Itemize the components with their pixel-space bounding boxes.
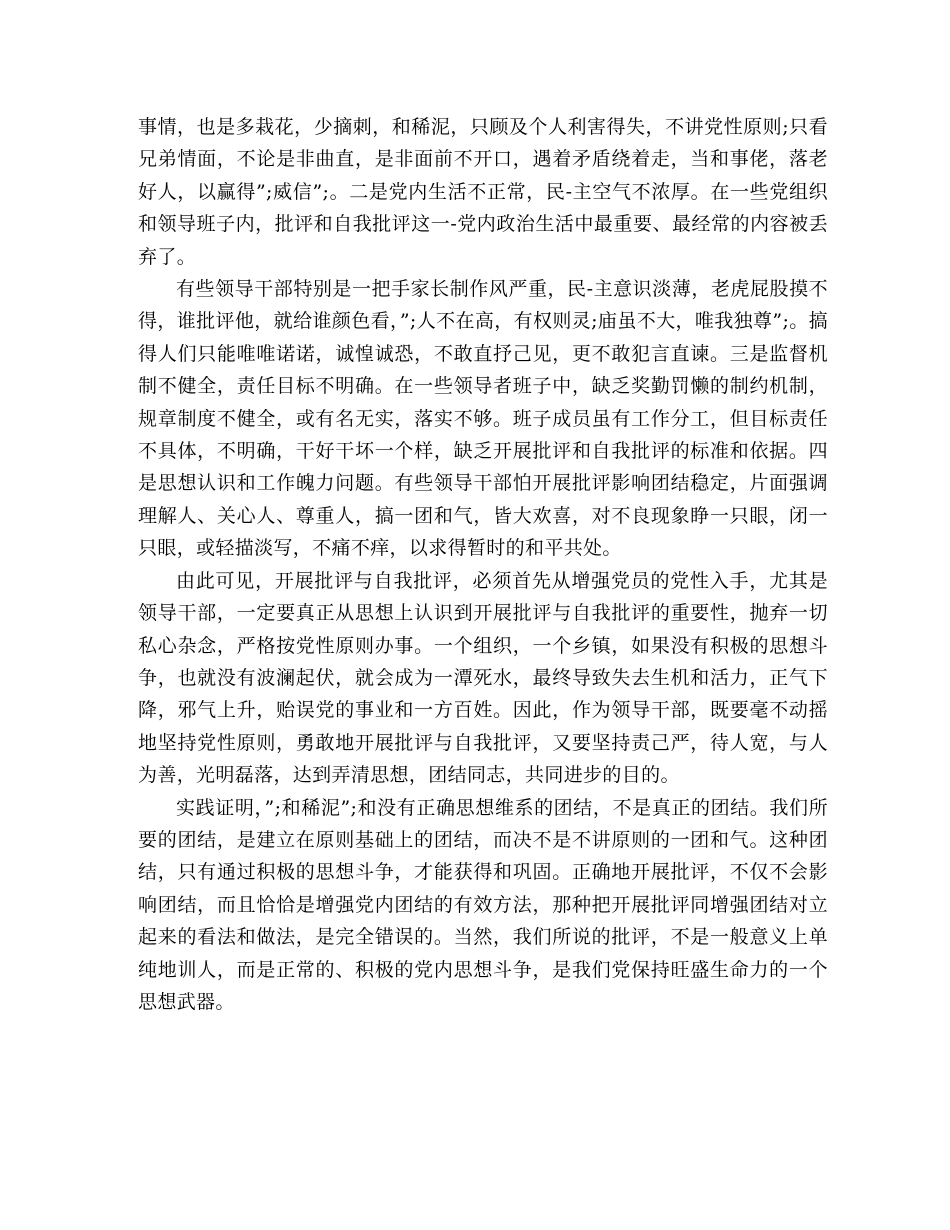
- paragraph-1: 事情，也是多栽花，少摘刺，和稀泥，只顾及个人利害得失，不讲党性原则;只看兄弟情面，不论是非曲直，是非面前不开口，遇着矛盾绕着走，当和事佬，落老好人，以赢得”;威信”;。二是党内生活不正常，民-主空气不浓厚。在一些党组织和领导班子内，批评和自我批评这一-党内政治生活中最重要、最经常的内容被丢弃了。: [138, 116, 828, 268]
- paragraph-2: 有些领导干部特别是一把手家长制作风严重，民-主意识淡薄，老虎屁股摸不得，谁批评他，就给谁颜色看，”;人不在高，有权则灵;庙虽不大，唯我独尊”;。搞得人们只能唯唯诺诺，诚惶诚恐，不敢直抒己见，更不敢犯言直谏。三是监督机制不健全，责任目标不明确。在一些领导者班子中，缺乏奖勤罚懒的制约机制，规章制度不健全，或有名无实，落实不够。班子成员虽有工作分工，但目标责任不具体，不明确，干好干坏一个样，缺乏开展批评和自我批评的标准和依据。四是思想认识和工作魄力问题。有些领导干部怕开展批评影响团结稳定，片面强调理解人、关心人、尊重人，搞一团和气，皆大欢喜，对不良现象睁一只眼，闭一只眼，或轻描淡写，不痛不痒，以求得暂时的和平共处。: [138, 278, 828, 560]
- paragraph-4: 实践证明，”;和稀泥”;和没有正确思想维系的团结，不是真正的团结。我们所要的团结，是建立在原则基础上的团结，而决不是不讲原则的一团和气。这种团结，只有通过积极的思想斗争，才能获得和巩固。正确地开展批评，不仅不会影响团结，而且恰恰是增强党内团结的有效方法，那种把开展批评同增强团结对立起来的看法和做法，是完全错误的。当然，我们所说的批评，不是一般意义上单纯地训人，而是正常的、积极的党内思想斗争，是我们党保持旺盛生命力的一个思想武器。: [138, 796, 828, 1013]
- document-page: [138, 111, 828, 1018]
- paragraph-3: 由此可见，开展批评与自我批评，必须首先从增强党员的党性入手，尤其是领导干部，一定要真正从思想上认识到开展批评与自我批评的重要性，抛弃一切私心杂念，严格按党性原则办事。一个组织，一个乡镇，如果没有积极的思想斗争，也就没有波澜起伏，就会成为一潭死水，最终导致失去生机和活力，正气下降，邪气上升，贻误党的事业和一方百姓。因此，作为领导干部，既要毫不动摇地坚持党性原则，勇敢地开展批评与自我批评，又要坚持责己严，待人宽，与人为善，光明磊落，达到弄清思想，团结同志，共同进步的目的。: [138, 569, 828, 787]
